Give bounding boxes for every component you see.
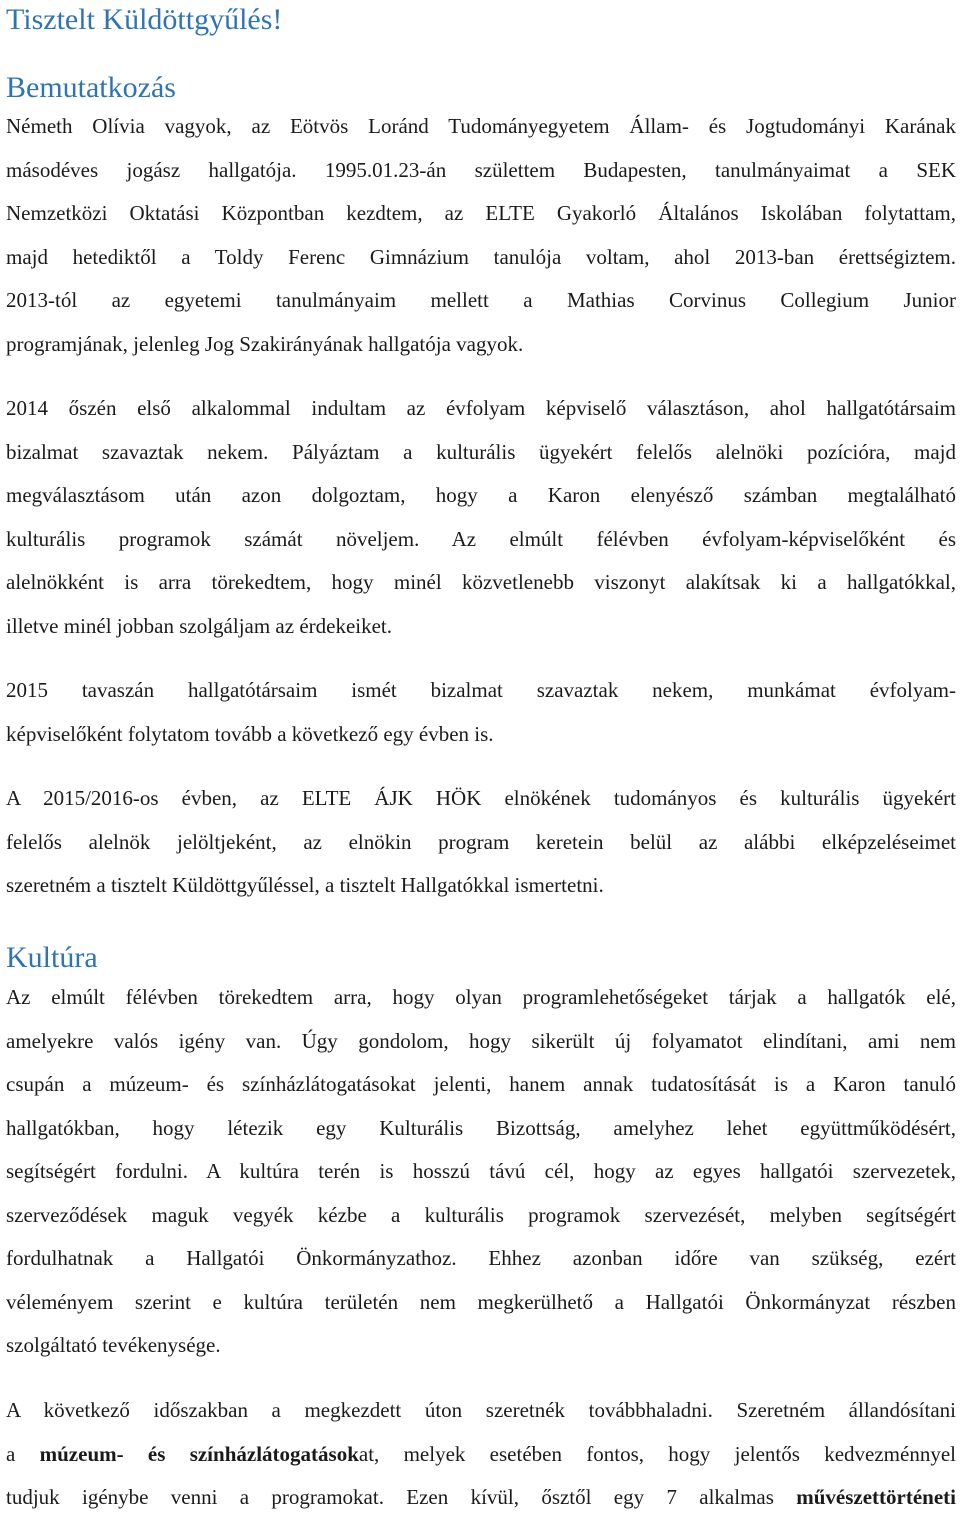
text-line: segítségért fordulni. A kultúra terén is hosszú távú cél, hogy az egyes hallgatói szervezetek, [6,1159,956,1183]
text-line: Németh Olívia vagyok, az Eötvös Loránd Tudományegyetem Állam- és Jogtudományi Karának [6,114,956,138]
bold-phrase: művészettörténeti [796,1485,956,1509]
text-line: alelnökként is arra törekedtem, hogy minél közvetlenebb viszonyt alakítsak ki a hallgatókkal, [6,570,956,594]
culture-paragraph-2 [6,1389,956,1520]
text-line: megválasztásom után azon dolgoztam, hogy a Karon elenyésző számban megtalálható [6,483,956,507]
text-line: A 2015/2016-os évben, az ELTE ÁJK HÖK elnökének tudományos és kulturális ügyekért [6,786,956,810]
page-title: Tisztelt Küldöttgyűlés! [6,3,283,36]
text-line: 2014 őszén első alkalommal indultam az évfolyam képviselő választáson, ahol hallgatótársaim [6,396,956,420]
text-line: felelős alelnök jelöltjeként, az elnökin program keretein belül az alábbi elképzeléseimet [6,829,956,854]
text-span: tudjuk igénybe venni a programokat. Ezen kívül, ősztől egy 7 alkalmas [6,1485,797,1509]
text-line: másodéves jogász hallgatója. 1995.01.23-án születtem Budapesten, tanulmányaimat a SEK [6,157,956,182]
intro-paragraph-3 [6,669,956,756]
culture-paragraph-1 [6,976,956,1368]
section-heading-culture: Kultúra [6,941,98,974]
text-line: szeretném a tisztelt Küldöttgyűléssel, a tisztelt Hallgatókkal ismertetni. [6,873,604,897]
text-line: fordulhatnak a Hallgatói Önkormányzathoz. Ehhez azonban időre van szükség, ezért [6,1246,956,1270]
text-line: csupán a múzeum- és színházlátogatásokat jelenti, hanem annak tudatosítását is a Karon tanuló [6,1072,956,1096]
text-span: at, melyek esetében fontos, hogy jelentős kedvezménnyel [358,1441,956,1466]
section-heading-intro: Bemutatkozás [6,71,176,104]
text-span: a [6,1441,40,1466]
text-line: 2013-tól az egyetemi tanulmányaim mellett a Mathias Corvinus Collegium Junior [6,288,956,312]
text-line: Az elmúlt félévben törekedtem arra, hogy olyan programlehetőségeket tárjak a hallgatók elé, [6,985,956,1009]
text-line [6,1433,956,1477]
text-line [6,1476,956,1520]
text-line: szerveződések maguk vegyék kézbe a kulturális programok szervezését, melyben segítségért [6,1202,956,1227]
intro-paragraph-1 [6,105,956,366]
text-line: Nemzetközi Oktatási Központban kezdtem, az ELTE Gyakorló Általános Iskolában folytattam, [6,201,956,225]
text-line: hallgatókban, hogy létezik egy Kulturális Bizottság, amelyhez lehet együttműködésért, [6,1115,956,1140]
text-line: bizalmat szavaztak nekem. Pályáztam a kulturális ügyekért felelős alelnöki pozícióra, majd [6,439,956,464]
text-line: illetve minél jobban szolgáljam az érdekeiket. [6,613,393,638]
bold-phrase: múzeum- és színházlátogatások [39,1441,359,1466]
intro-paragraph-4 [6,777,956,908]
text-line: A következő időszakban a megkezdett úton szeretnék továbbhaladni. Szeretném állandósítani [6,1398,956,1422]
text-line: véleményem szerint e kultúra területén nem megkerülhető a Hallgatói Önkormányzat részben [6,1289,956,1314]
text-line: kulturális programok számát növeljem. Az elmúlt félévben évfolyam-képviselőként és [6,526,956,551]
text-line: majd hetediktől a Toldy Ferenc Gimnázium tanulója voltam, ahol 2013-ban érettségiztem. [6,244,956,269]
text-line: 2015 tavaszán hallgatótársaim ismét bizalmat szavaztak nekem, munkámat évfolyam- [6,678,956,702]
text-line: amelyekre valós igény van. Úgy gondolom, hogy sikerült új folyamatot elindítani, ami nem [6,1028,956,1053]
intro-paragraph-2 [6,387,956,648]
text-line: szolgáltató tevékenysége. [6,1333,221,1357]
text-line: programjának, jelenleg Jog Szakirányának hallgatója vagyok. [6,331,524,356]
text-line: képviselőként folytatom tovább a következő egy évben is. [6,721,494,746]
